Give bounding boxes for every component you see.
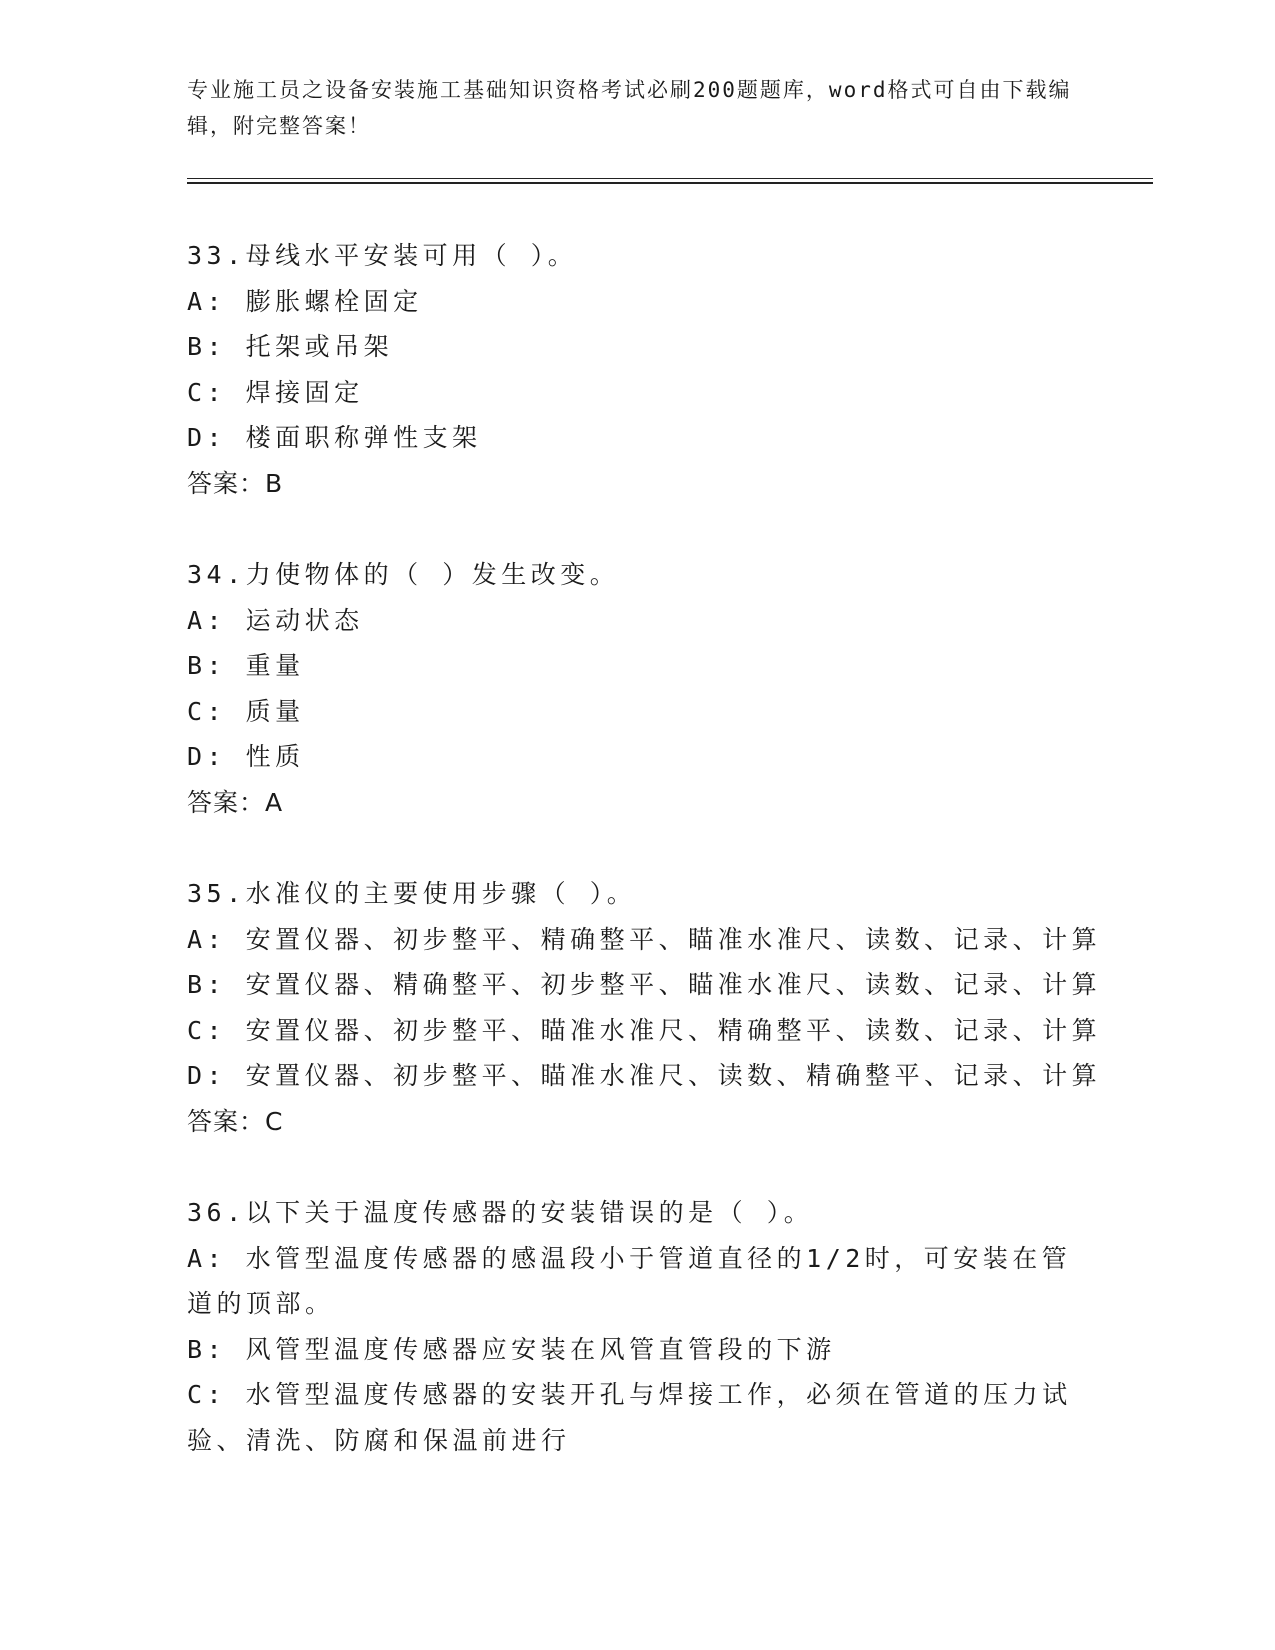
question-34 [187,552,1087,825]
option-c: C: 焊接固定 [187,377,364,407]
document-header: 专业施工员之设备安装施工基础知识资格考试必刷200题题库，word格式可自由下载编辑，附完整答案！ [187,78,1072,138]
question-33 [187,233,1087,506]
option-a: A: 水管型温度传感器的感温段小于管道直径的1/2时，可安装在管道的顶部。 [187,1243,1072,1318]
option-a: A: 运动状态 [187,605,364,635]
header-divider-thin [187,178,1153,179]
option-a: A: 安置仪器、初步整平、精确整平、瞄准水准尺、读数、记录、计算 [187,924,1102,954]
question-35 [187,871,1102,1144]
option-b: B: 风管型温度传感器应安装在风管直管段的下游 [187,1334,836,1364]
option-b: B: 重量 [187,651,305,680]
option-c: C: 质量 [187,696,305,726]
option-b: B: 安置仪器、精确整平、初步整平、瞄准水准尺、读数、记录、计算 [187,970,1102,999]
option-c: C: 水管型温度传感器的安装开孔与焊接工作，必须在管道的压力试验、清洗、防腐和保温前进行 [187,1380,1072,1455]
option-a: A: 膨胀螺栓固定 [187,286,423,316]
option-d: D: 楼面职称弹性支架 [187,423,482,452]
answer-line: 答案：A [187,787,284,817]
question-stem: 35.水准仪的主要使用步骤（ ）。 [187,879,637,908]
answer-line: 答案：C [187,1106,284,1136]
question-stem: 33.母线水平安装可用（ ）。 [187,241,578,270]
question-stem: 36.以下关于温度传感器的安装错误的是（ ）。 [187,1198,814,1227]
option-b: B: 托架或吊架 [187,332,394,361]
answer-line: 答案：B [187,468,284,498]
option-c: C: 安置仪器、初步整平、瞄准水准尺、精确整平、读数、记录、计算 [187,1015,1102,1045]
question-36 [187,1190,1087,1463]
option-d: D: 安置仪器、初步整平、瞄准水准尺、读数、精确整平、记录、计算 [187,1061,1102,1090]
header-divider-thick [187,182,1153,184]
question-stem: 34.力使物体的（ ）发生改变。 [187,560,620,589]
option-d: D: 性质 [187,742,305,771]
